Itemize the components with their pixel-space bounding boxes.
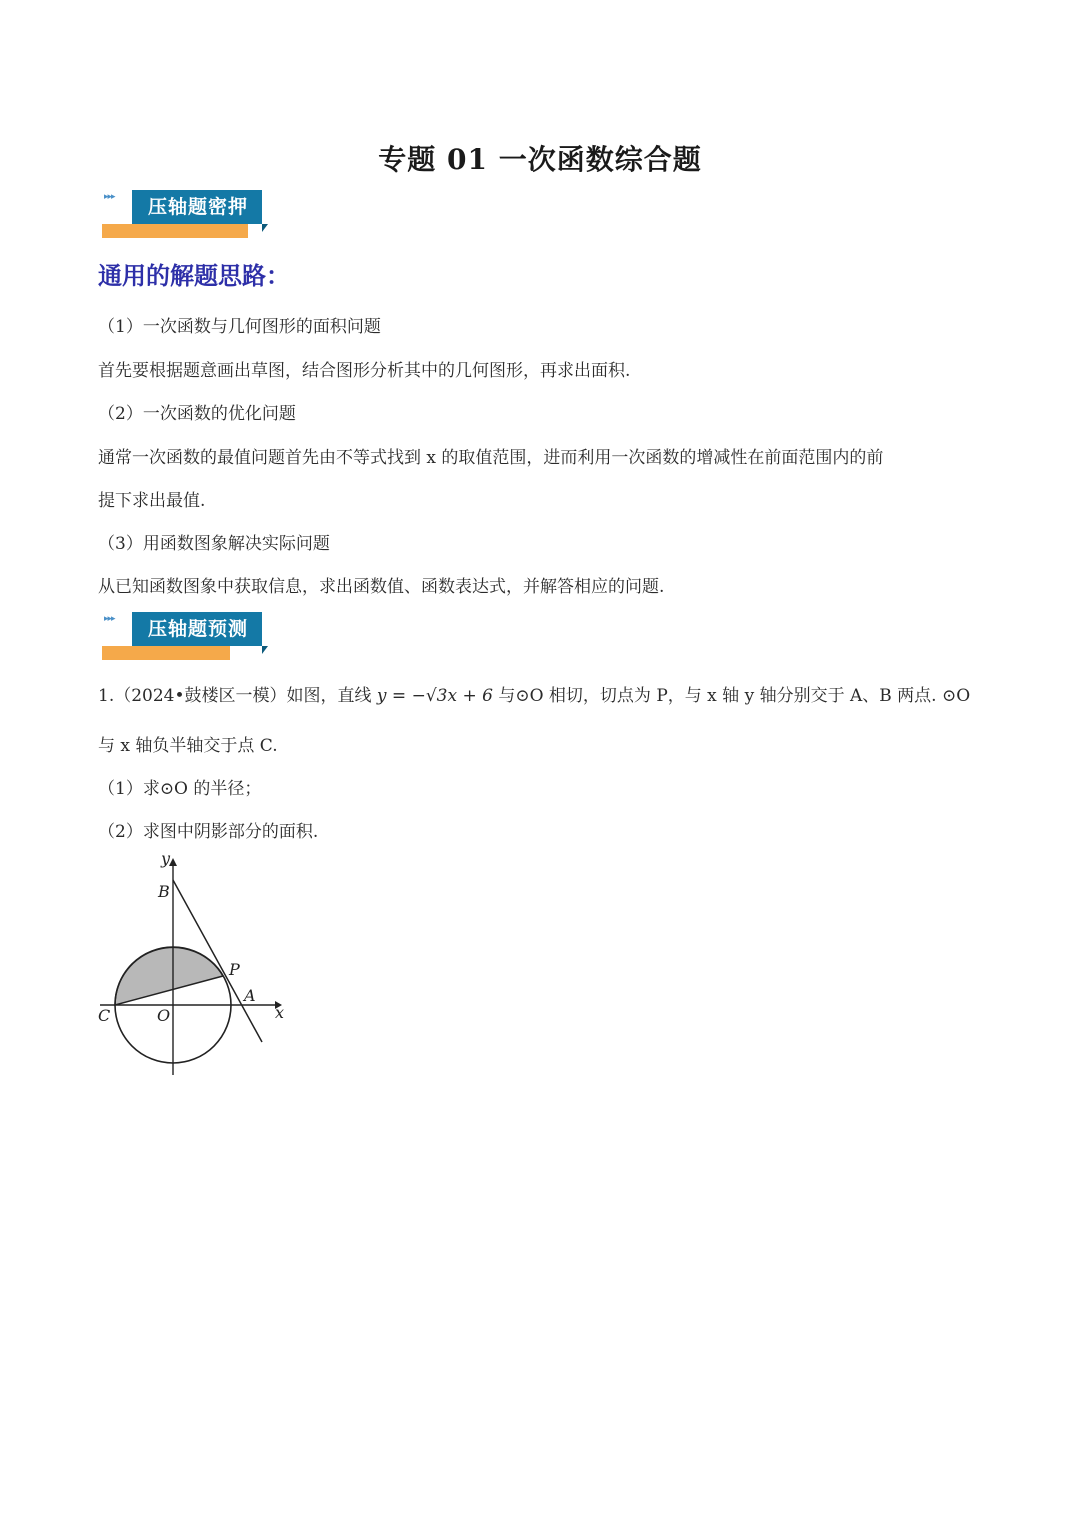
problem-stem-a: 1.（2024•鼓楼区一模）如图，直线: [98, 686, 377, 706]
label-x: x: [275, 1003, 285, 1022]
arrow-dots-icon: ▸▸▸: [104, 192, 115, 202]
problem-stem-b: 与⊙O 相切，切点为 P，与 x 轴 y 轴分别交于 A、B 两点. ⊙O: [492, 686, 971, 706]
shaded-region: [115, 947, 223, 1005]
problem-stem-cont: 与 x 轴负半轴交于点 C.: [98, 736, 278, 756]
label-c: C: [98, 1006, 111, 1025]
item-heading-1: （1）一次函数与几何图形的面积问题: [98, 317, 381, 337]
page-title: 专题 01 一次函数综合题: [378, 143, 702, 176]
label-p: P: [229, 960, 240, 979]
item-text-3: 从已知函数图象中获取信息，求出函数值、函数表达式，并解答相应的问题.: [98, 577, 665, 597]
geometry-figure: [92, 848, 302, 1080]
arrow-dots-icon: ▸▸▸: [104, 614, 115, 624]
label-b: B: [158, 882, 170, 901]
label-y: y: [161, 849, 171, 868]
problem-equation: y = −√3x + 6: [376, 686, 493, 706]
item-heading-3: （3）用函数图象解决实际问题: [98, 534, 330, 554]
y-axis-arrow-icon: [169, 858, 177, 866]
section-heading: 通用的解题思路：: [98, 262, 290, 290]
item-text-2-cont: 提下求出最值.: [98, 491, 206, 511]
banner-label: 压轴题密押: [132, 190, 262, 224]
question-1: （1）求⊙O 的半径；: [98, 779, 262, 799]
item-heading-2: （2）一次函数的优化问题: [98, 404, 296, 424]
section-banner-predict-key: [100, 190, 290, 240]
item-text-1: 首先要根据题意画出草图，结合图形分析其中的几何图形，再求出面积.: [98, 361, 631, 381]
item-text-2: 通常一次函数的最值问题首先由不等式找到 x 的取值范围，进而利用一次函数的增减性在前面范围内的前: [98, 448, 884, 468]
question-2: （2）求图中阴影部分的面积.: [98, 822, 319, 842]
problem-stem: [98, 681, 970, 706]
label-a: A: [244, 986, 256, 1005]
label-o: O: [157, 1006, 171, 1025]
banner-label: 压轴题预测: [132, 612, 262, 646]
section-banner-predict: [100, 612, 290, 662]
banner-underline: [102, 224, 248, 238]
banner-underline: [102, 646, 230, 660]
